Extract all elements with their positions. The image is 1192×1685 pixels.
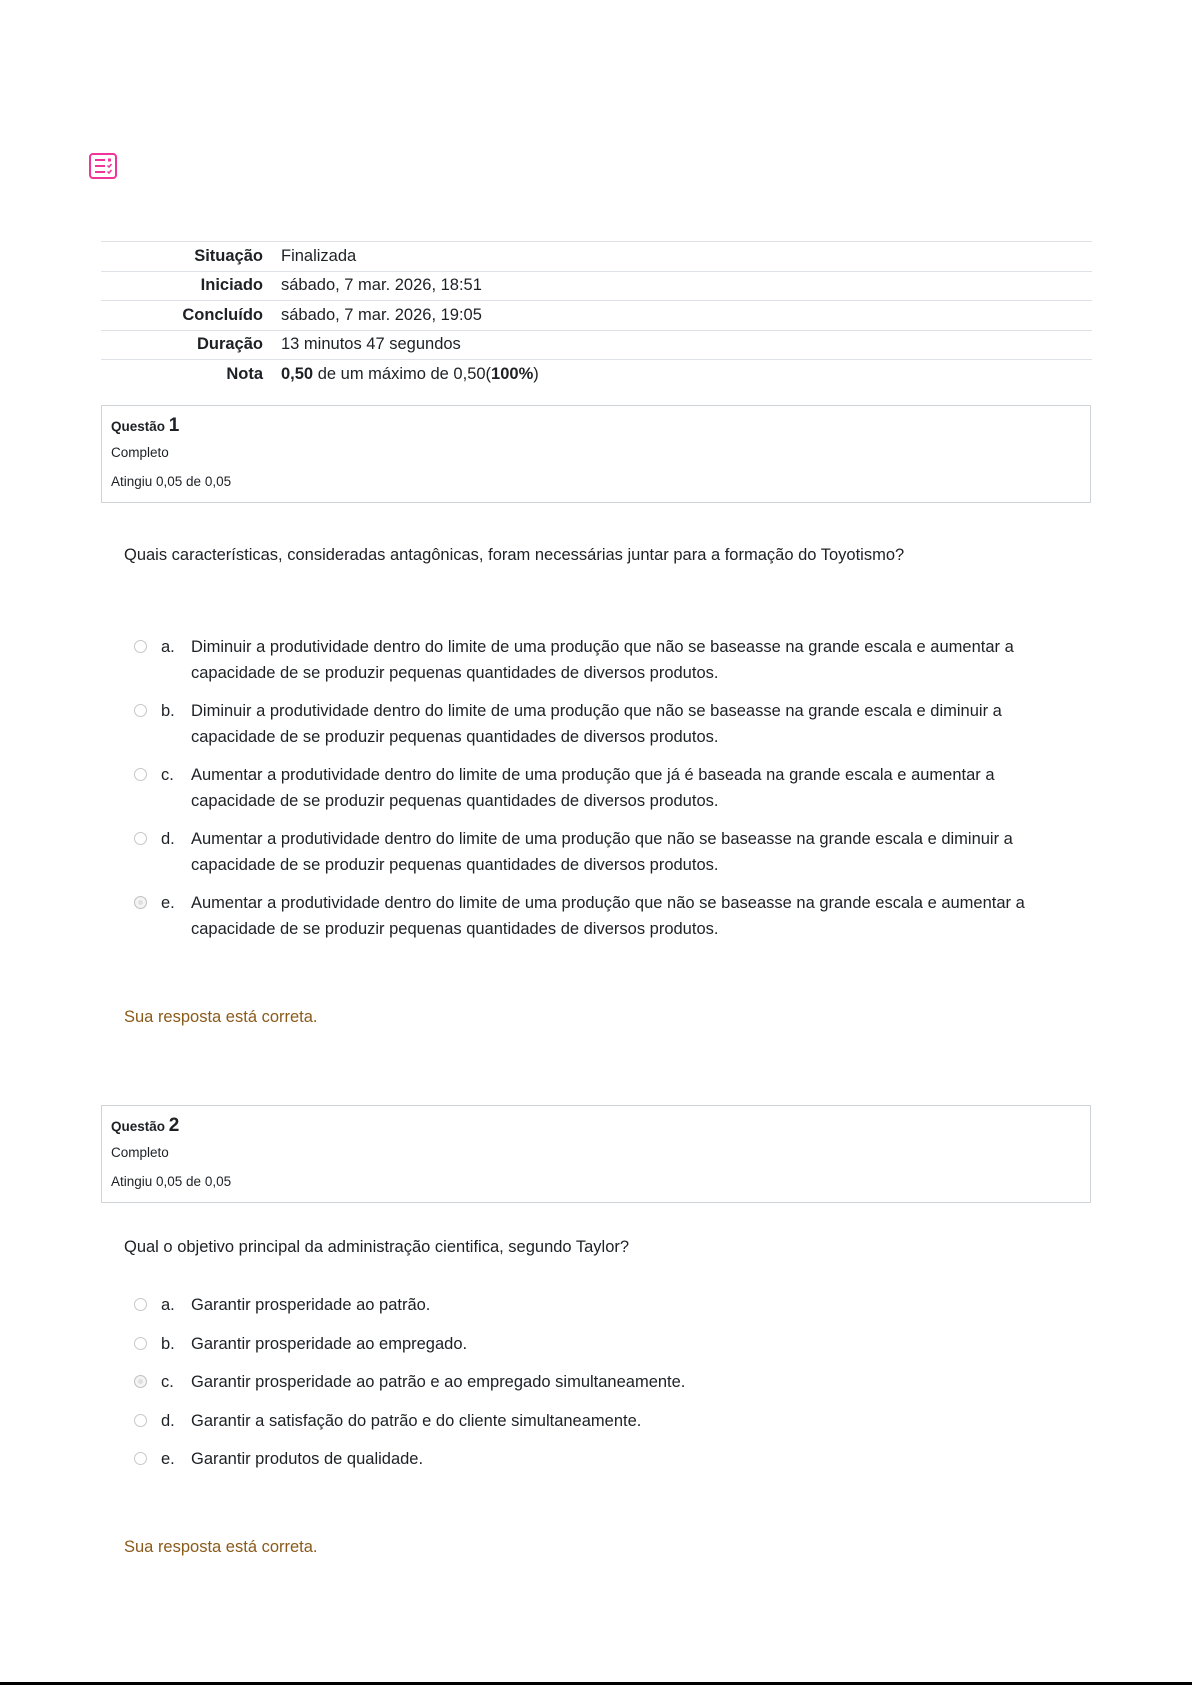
option-text: Diminuir a produtividade dentro do limite de uma produção que não se baseasse na grande escala e diminuir a capacidade de se produzir pequenas quantidades de diversos produtos. bbox=[191, 702, 1002, 746]
answer-option[interactable] bbox=[131, 1292, 1071, 1318]
option-text: Garantir prosperidade ao patrão e ao empregado simultaneamente. bbox=[191, 1373, 686, 1391]
grade-value bbox=[281, 360, 1092, 389]
option-text: Aumentar a produtividade dentro do limite de uma produção que não se baseasse na grande escala e diminuir a capacidade de se produzir pequenas quantidades de diversos produtos. bbox=[191, 830, 1013, 874]
summary-row-completed bbox=[101, 301, 1092, 331]
summary-row-started bbox=[101, 271, 1092, 301]
grade-score: 0,50 bbox=[281, 364, 314, 383]
option-letter: d. bbox=[161, 1411, 175, 1430]
summary-row-duration bbox=[101, 330, 1092, 360]
answer-option[interactable] bbox=[131, 762, 1071, 814]
option-letter: d. bbox=[161, 830, 175, 848]
grade-text-end: ) bbox=[533, 364, 539, 383]
answer-option[interactable] bbox=[131, 826, 1071, 878]
summary-value: 13 minutos 47 segundos bbox=[281, 330, 1092, 360]
option-letter: e. bbox=[161, 894, 175, 912]
summary-label: Concluído bbox=[101, 301, 281, 331]
radio-unselected[interactable] bbox=[134, 1337, 147, 1350]
question-number: Questão 1 bbox=[111, 415, 180, 436]
summary-value: sábado, 7 mar. 2026, 18:51 bbox=[281, 271, 1092, 301]
option-text: Aumentar a produtividade dentro do limite de uma produção que não se baseasse na grande escala e aumentar a capacidade de se produzir pequenas quantidades de diversos produtos. bbox=[191, 894, 1025, 938]
summary-value: Finalizada bbox=[281, 242, 1092, 272]
answer-option[interactable] bbox=[131, 1446, 1071, 1472]
radio-unselected[interactable] bbox=[134, 1452, 147, 1465]
radio-unselected[interactable] bbox=[134, 1414, 147, 1427]
answer-option[interactable] bbox=[131, 698, 1071, 750]
question-state: Completo bbox=[111, 1145, 169, 1160]
summary-row-status bbox=[101, 242, 1092, 272]
option-text: Garantir a satisfação do patrão e do cliente simultaneamente. bbox=[191, 1411, 642, 1430]
summary-label: Nota bbox=[101, 360, 281, 389]
answer-option[interactable] bbox=[131, 1369, 1071, 1395]
feedback-correct: Sua resposta está correta. bbox=[124, 1538, 318, 1556]
summary-value: sábado, 7 mar. 2026, 19:05 bbox=[281, 301, 1092, 331]
option-letter: c. bbox=[161, 1373, 174, 1391]
radio-selected[interactable] bbox=[134, 1375, 147, 1388]
question-info-box bbox=[101, 405, 1091, 503]
radio-unselected[interactable] bbox=[134, 768, 147, 781]
question-info-box bbox=[101, 1105, 1091, 1203]
option-text: Aumentar a produtividade dentro do limite de uma produção que já é baseada na grande escala e aumentar a capacidade de se produzir pequenas quantidades de diversos produtos. bbox=[191, 766, 995, 810]
answer-option[interactable] bbox=[131, 1408, 1071, 1434]
question-text: Qual o objetivo principal da administração cientifica, segundo Taylor? bbox=[124, 1238, 630, 1256]
radio-unselected[interactable] bbox=[134, 1298, 147, 1311]
answer-option[interactable] bbox=[131, 890, 1071, 942]
radio-unselected[interactable] bbox=[134, 832, 147, 845]
summary-label: Situação bbox=[101, 242, 281, 272]
option-text: Garantir prosperidade ao patrão. bbox=[191, 1296, 431, 1314]
option-letter: e. bbox=[161, 1450, 175, 1468]
answer-option[interactable] bbox=[131, 1331, 1071, 1357]
radio-selected[interactable] bbox=[134, 896, 147, 909]
question-grade: Atingiu 0,05 de 0,05 bbox=[111, 1174, 232, 1189]
option-text: Garantir produtos de qualidade. bbox=[191, 1450, 424, 1468]
option-letter: c. bbox=[161, 766, 174, 784]
grade-percent: 100% bbox=[491, 364, 534, 383]
answer-option[interactable] bbox=[131, 634, 1071, 686]
answer-options bbox=[131, 1292, 1071, 1485]
option-text: Diminuir a produtividade dentro do limite de uma produção que não se baseasse na grande escala e aumentar a capacidade de se produzir pequenas quantidades de diversos produtos. bbox=[191, 638, 1014, 682]
radio-unselected[interactable] bbox=[134, 640, 147, 653]
feedback-correct: Sua resposta está correta. bbox=[124, 1008, 318, 1026]
option-letter: b. bbox=[161, 702, 175, 720]
summary-row-grade bbox=[101, 360, 1092, 389]
quiz-icon bbox=[89, 153, 117, 179]
question-text: Quais características, consideradas antagônicas, foram necessárias juntar para a formação do Toyotismo? bbox=[124, 546, 905, 564]
grade-text: de um máximo de 0,50( bbox=[313, 364, 492, 383]
option-letter: a. bbox=[161, 638, 175, 656]
answer-options bbox=[131, 634, 1071, 954]
option-text: Garantir prosperidade ao empregado. bbox=[191, 1334, 468, 1353]
summary-label: Duração bbox=[101, 330, 281, 360]
question-state: Completo bbox=[111, 445, 169, 460]
option-letter: a. bbox=[161, 1296, 175, 1314]
summary-label: Iniciado bbox=[101, 271, 281, 301]
question-number: Questão 2 bbox=[111, 1115, 180, 1136]
radio-unselected[interactable] bbox=[134, 704, 147, 717]
option-letter: b. bbox=[161, 1334, 175, 1353]
attempt-summary-table bbox=[101, 241, 1092, 389]
question-grade: Atingiu 0,05 de 0,05 bbox=[111, 474, 232, 489]
